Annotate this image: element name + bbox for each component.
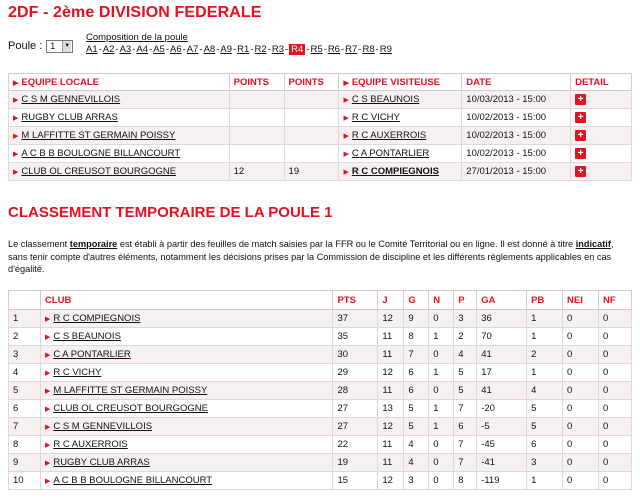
standings-row (9, 364, 632, 382)
triangle-icon: ▶ (13, 133, 19, 140)
pool-link-a1[interactable]: A1 (86, 44, 98, 55)
pool-link-separator: - (306, 44, 310, 55)
standings-j: 12 (378, 364, 404, 382)
club-link[interactable]: R C VICHY (53, 367, 102, 378)
match-points-away (284, 145, 339, 163)
poule-selector (8, 38, 73, 54)
pool-links (86, 44, 392, 55)
standings-g: 5 (404, 400, 429, 418)
standings-j: 12 (378, 472, 404, 490)
match-detail (571, 145, 632, 163)
match-row (9, 145, 632, 163)
match-points-away (284, 91, 339, 109)
standings-n: 0 (429, 382, 454, 400)
pool-link-r3[interactable]: R3 (271, 44, 284, 55)
standings-n: 1 (429, 364, 454, 382)
pool-link-separator: - (182, 44, 186, 55)
standings-p: 8 (454, 472, 477, 490)
standings-rank: 2 (9, 328, 41, 346)
standings-p: 6 (454, 418, 477, 436)
home-team-link[interactable]: RUGBY CLUB ARRAS (21, 112, 118, 123)
standings-nf: 0 (598, 346, 631, 364)
match-home (9, 109, 230, 127)
match-home (9, 163, 230, 181)
pool-link-r4[interactable]: R4 (291, 44, 304, 55)
pool-link-separator: - (199, 44, 203, 55)
triangle-icon: ▶ (44, 370, 51, 377)
match-row (9, 127, 632, 145)
standings-rank: 3 (9, 346, 41, 364)
standings-j: 12 (378, 310, 404, 328)
standings-j: 11 (378, 454, 404, 472)
standings-pb: 5 (527, 418, 563, 436)
club-link[interactable]: C A PONTARLIER (53, 349, 131, 360)
club-link[interactable]: C S M GENNEVILLOIS (53, 421, 153, 432)
standings-pts: 28 (333, 382, 378, 400)
pool-link-separator: - (250, 44, 254, 55)
club-link[interactable]: CLUB OL CREUSOT BOURGOGNE (53, 403, 208, 414)
standings-rank: 10 (9, 472, 41, 490)
standings-club (40, 454, 333, 472)
pool-link-separator: - (165, 44, 169, 55)
detail-plus-button[interactable]: + (575, 148, 586, 159)
standings-pb: 2 (527, 346, 563, 364)
header-n: N (429, 291, 454, 310)
pool-link-a5[interactable]: A5 (153, 44, 165, 55)
club-link[interactable]: RUGBY CLUB ARRAS (53, 457, 150, 468)
pool-link-a8[interactable]: A8 (203, 44, 216, 55)
standings-n: 1 (429, 400, 454, 418)
standings-g: 7 (404, 346, 429, 364)
standings-j: 12 (378, 418, 404, 436)
standings-nf: 0 (598, 418, 631, 436)
match-points-away: 19 (284, 163, 339, 181)
standings-pts: 22 (333, 436, 378, 454)
match-home (9, 145, 230, 163)
standings-nf: 0 (598, 436, 631, 454)
standings-n: 0 (429, 310, 454, 328)
page-title: 2DF - 2ème DIVISION FEDERALE (8, 4, 262, 21)
standings-n: 0 (429, 346, 454, 364)
standings-ga: 36 (477, 310, 527, 328)
triangle-icon: ▶ (343, 151, 349, 158)
match-date: 27/01/2013 - 15:00 (462, 163, 571, 181)
pool-link-separator: - (358, 44, 362, 55)
match-away (339, 145, 462, 163)
standings-n: 1 (429, 418, 454, 436)
standings-ga: 41 (477, 382, 527, 400)
classement-info: Le classement temporaire est établi à partir des feuilles de match saisies par la FFR ou le Comité Territorial ou en ligne. Il est donné à titre indicatif, sans tenir compte d'autres éléments, notamment les décisions prises par la Commission de discipline et les différents règlements applicables en cas d'égalité. (8, 239, 614, 274)
detail-plus-button[interactable]: + (575, 166, 586, 177)
standings-pb: 5 (527, 400, 563, 418)
match-row (9, 109, 632, 127)
detail-plus-button[interactable]: + (575, 130, 586, 141)
standings-j: 11 (378, 436, 404, 454)
standings-nei: 0 (563, 400, 599, 418)
triangle-icon: ▶ (44, 424, 51, 431)
match-row (9, 163, 632, 181)
standings-nei: 0 (563, 364, 599, 382)
standings-rank: 4 (9, 364, 41, 382)
away-team-link[interactable]: R C COMPIEGNOIS (351, 166, 439, 177)
triangle-icon: ▶ (44, 478, 51, 485)
pool-link-a3[interactable]: A3 (119, 44, 132, 55)
match-points-home (229, 145, 284, 163)
standings-nei: 0 (563, 436, 599, 454)
standings-nf: 0 (598, 382, 631, 400)
standings-ga: -45 (477, 436, 527, 454)
standings-nf: 0 (598, 454, 631, 472)
away-team-link[interactable]: C S BEAUNOIS (351, 94, 420, 105)
match-away (339, 127, 462, 145)
triangle-icon: ▶ (44, 388, 51, 395)
detail-plus-button[interactable]: + (575, 94, 586, 105)
poule-select[interactable] (46, 40, 73, 53)
standings-pb: 6 (527, 436, 563, 454)
standings-g: 9 (404, 310, 429, 328)
match-date: 10/02/2013 - 15:00 (462, 145, 571, 163)
pool-link-a4[interactable]: A4 (136, 44, 149, 55)
match-detail (571, 91, 632, 109)
standings-club (40, 364, 333, 382)
standings-ga: 70 (477, 328, 527, 346)
header-points-away: POINTS (284, 74, 339, 91)
pool-link-r8[interactable]: R8 (362, 44, 375, 55)
match-date: 10/02/2013 - 15:00 (462, 127, 571, 145)
standings-pts: 27 (333, 418, 378, 436)
home-team-link[interactable]: CLUB OL CREUSOT BOURGOGNE (21, 166, 177, 177)
match-away (339, 163, 462, 181)
standings-club (40, 328, 333, 346)
triangle-icon: ▶ (13, 151, 19, 158)
header-p: P (454, 291, 477, 310)
standings-club (40, 436, 333, 454)
pool-link-r2[interactable]: R2 (254, 44, 267, 55)
header-nei: NEI (563, 291, 599, 310)
home-team-link[interactable]: M LAFFITTE ST GERMAIN POISSY (21, 130, 176, 141)
poule-selected-value: 1 (50, 41, 56, 51)
pool-link-r1[interactable]: R1 (237, 44, 250, 55)
standings-pb: 1 (527, 310, 563, 328)
standings-g: 8 (404, 328, 429, 346)
match-date: 10/02/2013 - 15:00 (462, 109, 571, 127)
standings-rank: 6 (9, 400, 41, 418)
match-detail (571, 109, 632, 127)
triangle-icon: ▶ (44, 352, 51, 359)
triangle-icon: ▶ (13, 115, 19, 122)
standings-pb: 1 (527, 364, 563, 382)
standings-pts: 35 (333, 328, 378, 346)
matches-table (8, 73, 632, 181)
pool-link-r7[interactable]: R7 (345, 44, 358, 55)
triangle-icon: ▶ (44, 406, 51, 413)
composition-link[interactable]: Composition de la poule (86, 32, 188, 43)
standings-p: 7 (454, 436, 477, 454)
detail-plus-button[interactable]: + (575, 112, 586, 123)
header-club: CLUB (40, 291, 333, 310)
standings-pts: 29 (333, 364, 378, 382)
header-pb: PB (527, 291, 563, 310)
match-points-home (229, 91, 284, 109)
triangle-icon: ▶ (44, 460, 51, 467)
home-team-link[interactable]: C S M GENNEVILLOIS (21, 94, 121, 105)
header-ga: GA (477, 291, 527, 310)
away-team-link[interactable]: R C VICHY (351, 112, 400, 123)
standings-nf: 0 (598, 364, 631, 382)
pool-link-separator: - (375, 44, 379, 55)
standings-p: 5 (454, 382, 477, 400)
standings-g: 5 (404, 418, 429, 436)
standings-rank: 1 (9, 310, 41, 328)
temporaire-link[interactable]: temporaire (69, 239, 118, 249)
standings-j: 11 (378, 346, 404, 364)
standings-row (9, 382, 632, 400)
standings-j: 13 (378, 400, 404, 418)
club-link[interactable]: C S BEAUNOIS (53, 331, 121, 342)
pool-link-a7[interactable]: A7 (186, 44, 199, 55)
standings-p: 2 (454, 328, 477, 346)
pool-link-separator: - (267, 44, 271, 55)
pool-link-r5[interactable]: R5 (310, 44, 323, 55)
header-g: G (404, 291, 429, 310)
standings-n: 0 (429, 436, 454, 454)
standings-pts: 27 (333, 400, 378, 418)
away-team-link[interactable]: R C AUXERROIS (351, 130, 427, 141)
header-detail: DETAIL (571, 74, 632, 91)
standings-rank: 9 (9, 454, 41, 472)
pool-link-separator: - (284, 44, 289, 55)
standings-row (9, 328, 632, 346)
pool-link-separator: - (340, 44, 345, 55)
poule-label: Poule : (8, 40, 43, 52)
matches-header-row (9, 74, 632, 91)
match-away (339, 91, 462, 109)
standings-j: 11 (378, 328, 404, 346)
standings-club (40, 400, 333, 418)
standings-row (9, 400, 632, 418)
header-nf: NF (598, 291, 631, 310)
match-date: 10/03/2013 - 15:00 (462, 91, 571, 109)
pool-link-separator: - (132, 44, 136, 55)
pool-link-separator: - (149, 44, 153, 55)
header-rank (9, 291, 41, 310)
standings-pts: 30 (333, 346, 378, 364)
standings-ga: -20 (477, 400, 527, 418)
pool-link-separator: - (98, 44, 102, 55)
club-link[interactable]: R C AUXERROIS (53, 439, 128, 450)
pool-link-a6[interactable]: A6 (169, 44, 182, 55)
standings-rank: 5 (9, 382, 41, 400)
match-away (339, 109, 462, 127)
triangle-icon: ▶ (343, 97, 349, 104)
standings-club (40, 382, 333, 400)
standings-j: 11 (378, 382, 404, 400)
standings-row (9, 418, 632, 436)
match-home (9, 91, 230, 109)
header-home-team: ▶ EQUIPE LOCALE (9, 74, 230, 91)
standings-ga: -41 (477, 454, 527, 472)
standings-g: 6 (404, 364, 429, 382)
standings-row (9, 454, 632, 472)
standings-nei: 0 (563, 328, 599, 346)
standings-n: 0 (429, 454, 454, 472)
match-points-away (284, 127, 339, 145)
standings-p: 5 (454, 364, 477, 382)
pool-link-r6[interactable]: R6 (327, 44, 340, 55)
standings-pts: 19 (333, 454, 378, 472)
triangle-icon: ▶ (13, 169, 19, 176)
standings-club (40, 418, 333, 436)
triangle-icon: ▶ (343, 169, 349, 176)
standings-p: 4 (454, 346, 477, 364)
home-team-link[interactable]: A C B B BOULOGNE BILLANCOURT (21, 148, 181, 159)
pool-link-a2[interactable]: A2 (102, 44, 115, 55)
standings-nei: 0 (563, 310, 599, 328)
standings-ga: -119 (477, 472, 527, 490)
standings-pb: 1 (527, 472, 563, 490)
standings-nei: 0 (563, 346, 599, 364)
standings-ga: 17 (477, 364, 527, 382)
triangle-icon: ▶ (44, 316, 51, 323)
triangle-icon: ▶ (343, 115, 349, 122)
standings-rank: 8 (9, 436, 41, 454)
header-away-team: ▶ EQUIPE VISITEUSE (339, 74, 462, 91)
standings-row (9, 436, 632, 454)
pool-link-separator: - (233, 44, 237, 55)
match-detail (571, 163, 632, 181)
match-detail (571, 127, 632, 145)
standings-nf: 0 (598, 400, 631, 418)
header-date: DATE (462, 74, 571, 91)
triangle-icon: ▶ (44, 442, 51, 449)
match-points-away (284, 109, 339, 127)
match-points-home (229, 109, 284, 127)
standings-g: 4 (404, 454, 429, 472)
standings-nf: 0 (598, 310, 631, 328)
club-link[interactable]: R C COMPIEGNOIS (53, 313, 141, 324)
standings-g: 3 (404, 472, 429, 490)
match-points-home: 12 (229, 163, 284, 181)
match-home (9, 127, 230, 145)
header-points-home: POINTS (229, 74, 284, 91)
classement-title: CLASSEMENT TEMPORAIRE DE LA POULE 1 (8, 204, 333, 221)
standings-ga: -5 (477, 418, 527, 436)
pool-link-separator: - (115, 44, 119, 55)
club-link[interactable]: A C B B BOULOGNE BILLANCOURT (53, 475, 213, 486)
standings-g: 6 (404, 382, 429, 400)
match-row (9, 91, 632, 109)
pool-link-separator: - (216, 44, 220, 55)
standings-nei: 0 (563, 418, 599, 436)
standings-p: 7 (454, 400, 477, 418)
standings-table (8, 290, 632, 490)
standings-rank: 7 (9, 418, 41, 436)
club-link[interactable]: M LAFFITTE ST GERMAIN POISSY (53, 385, 208, 396)
triangle-icon: ▶ (343, 133, 349, 140)
standings-pb: 1 (527, 328, 563, 346)
standings-pts: 15 (333, 472, 378, 490)
header-pts: PTS (333, 291, 378, 310)
standings-nf: 0 (598, 472, 631, 490)
pool-link-a9[interactable]: A9 (220, 44, 232, 55)
triangle-icon: ▶ (44, 334, 51, 341)
header-j: J (378, 291, 404, 310)
standings-nei: 0 (563, 382, 599, 400)
standings-club (40, 310, 333, 328)
standings-row (9, 310, 632, 328)
standings-header-row (9, 291, 632, 310)
standings-nei: 0 (563, 454, 599, 472)
chevron-down-icon: ▼ (62, 41, 71, 52)
standings-pb: 4 (527, 382, 563, 400)
standings-pts: 37 (333, 310, 378, 328)
standings-nei: 0 (563, 472, 599, 490)
standings-p: 7 (454, 454, 477, 472)
standings-g: 4 (404, 436, 429, 454)
standings-club (40, 472, 333, 490)
triangle-icon: ▶ (13, 97, 19, 104)
pool-link-separator: - (323, 44, 327, 55)
standings-row (9, 346, 632, 364)
standings-pb: 3 (527, 454, 563, 472)
standings-club (40, 346, 333, 364)
standings-row (9, 472, 632, 490)
indicatif-link[interactable]: indicatif (575, 239, 611, 249)
match-points-home (229, 127, 284, 145)
standings-ga: 41 (477, 346, 527, 364)
standings-n: 0 (429, 472, 454, 490)
standings-p: 3 (454, 310, 477, 328)
pool-link-r9[interactable]: R9 (379, 44, 392, 55)
away-team-link[interactable]: C A PONTARLIER (351, 148, 430, 159)
standings-nf: 0 (598, 328, 631, 346)
standings-n: 1 (429, 328, 454, 346)
